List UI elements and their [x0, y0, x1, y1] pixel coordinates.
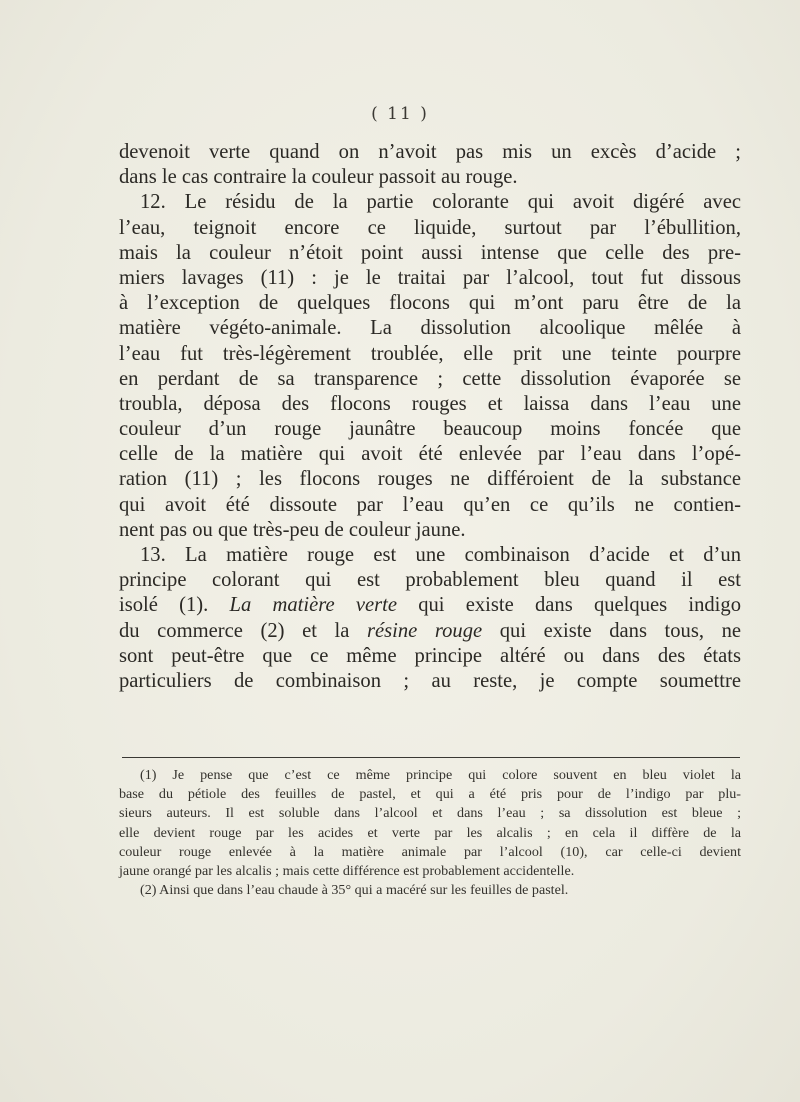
text-line: qui avoit été dissoute par l’eau qu’en ce qu’ils ne contien-	[119, 493, 741, 516]
footnote-line: (1) Je pense que c’est ce même principe qui colore souvent en bleu violet la	[140, 767, 741, 783]
text-line: couleur d’un rouge jaunâtre beaucoup moins foncée que	[119, 418, 741, 441]
text-line: 12. Le résidu de la partie colorante qui avoit digéré avec	[140, 191, 741, 214]
text-segment: isolé (1).	[119, 594, 209, 617]
main-text	[119, 140, 741, 694]
text-line: dans le cas contraire la couleur passoit au rouge.	[119, 166, 518, 189]
text-line-mixed	[119, 619, 741, 644]
text-line: principe colorant qui est probablement bleu quand il est	[119, 569, 741, 592]
text-line: troubla, déposa des flocons rouges et laissa dans l’eau une	[119, 392, 741, 415]
footnote-line: elle devient rouge par les acides et verte par les alcalis ; en cela il diffère de la	[119, 824, 741, 841]
text-line: l’eau, teignoit encore ce liquide, surtout par l’ébullition,	[119, 216, 741, 239]
text-line: miers lavages (11) : je le traitai par l’alcool, tout fut dissous	[119, 266, 741, 289]
italic-term: La matière verte	[229, 594, 397, 617]
footnote-line: sieurs auteurs. Il est soluble dans l’alcool et dans l’eau ; sa dissolution est bleue ;	[119, 805, 741, 822]
text-segment: du commerce (2) et la	[119, 619, 350, 642]
footnote-line: base du pétiole des feuilles de pastel, et qui a été pris pour de l’indigo par plu-	[119, 786, 741, 803]
text-line: sont peut-être que ce même principe altéré ou dans des états	[119, 644, 741, 667]
text-line: matière végéto-animale. La dissolution alcoolique mêlée à	[119, 317, 741, 340]
text-line: en perdant de sa transparence ; cette dissolution évaporée se	[119, 367, 741, 390]
footnote-divider	[122, 757, 740, 758]
footnotes	[119, 766, 741, 900]
footnote-line: couleur rouge enlevée à la matière animale par l’alcool (10), car celle-ci devient	[119, 843, 741, 860]
text-line: 13. La matière rouge est une combinaison d’acide et d’un	[140, 544, 741, 566]
text-line-mixed	[119, 593, 741, 618]
text-line: nent pas ou que très-peu de couleur jaune.	[119, 518, 466, 541]
footnote-line: jaune orangé par les alcalis ; mais cette différence est probablement accidentelle.	[119, 862, 575, 879]
text-segment: qui existe dans tous, ne	[499, 619, 742, 642]
italic-term: résine rouge	[366, 619, 483, 642]
text-line: devenoit verte quand on n’avoit pas mis un excès d’acide ;	[119, 141, 741, 163]
text-line: mais la couleur n’étoit point aussi intense que celle des pre-	[119, 241, 741, 264]
text-line: ration (11) ; les flocons rouges ne différoient de la substance	[119, 468, 741, 491]
text-line: celle de la matière qui avoit été enlevée par l’eau dans l’opé-	[119, 443, 741, 466]
text-line: particuliers de combinaison ; au reste, je compte soumettre	[119, 669, 741, 692]
text-segment: qui existe dans quelques indigo	[418, 594, 741, 617]
page-number: ( 11 )	[371, 104, 429, 124]
footnote-line: (2) Ainsi que dans l’eau chaude à 35° qui a macéré sur les feuilles de pastel.	[140, 882, 569, 899]
text-line: à l’exception de quelques flocons qui m’ont paru être de la	[119, 292, 741, 315]
text-line: l’eau fut très-légèrement troublée, elle prit une teinte pourpre	[119, 342, 741, 365]
